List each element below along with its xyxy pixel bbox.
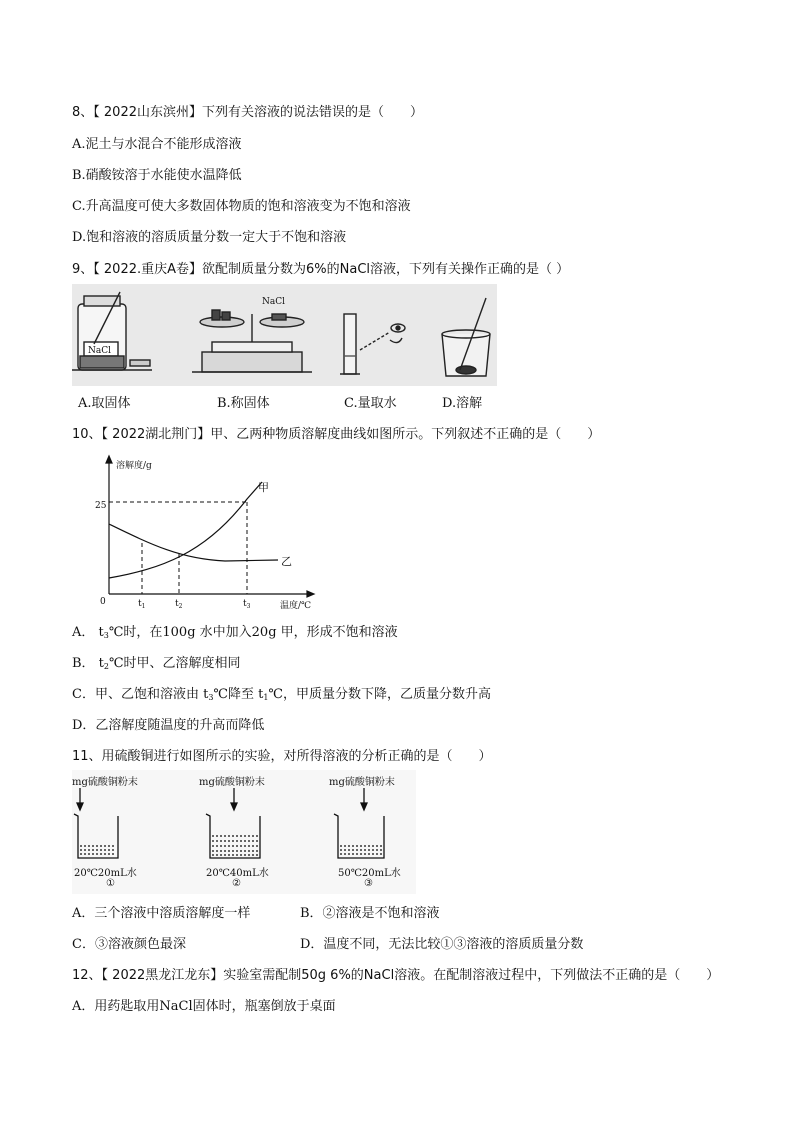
graph-t1: $t_1$ [138, 599, 146, 610]
beaker-2-bottom-label: 20℃40mL水 [206, 868, 269, 879]
q8-option-a: A.泥土与水混合不能形成溶液 [72, 137, 242, 152]
q11-beaker-figure [72, 770, 416, 894]
y-axis-arrow [106, 456, 112, 463]
q10-stem: 10、【 2022湖北荆门】甲、乙两种物质溶解度曲线如图所示。下列叙述不正确的是（ ） [72, 427, 601, 442]
q12-stem: 12、【 2022黑龙江龙东】实验室需配制50g 6%的NaCl溶液。在配制溶液过程中，下列做法不正确的是（ ） [72, 968, 720, 983]
beaker-1-number: ① [106, 878, 115, 889]
q11-option-d: D．温度不同，无法比较①③溶液的溶质质量分数 [300, 937, 584, 952]
beaker-3-bottom-label: 50℃20mL水 [338, 868, 401, 879]
graph-ytick-25: 25 [95, 501, 107, 511]
curve-jia [109, 482, 262, 578]
beaker-3-top-label: mg硫酸铜粉末 [329, 777, 395, 788]
q8-option-b: B.硝酸铵溶于水能使水温降低 [72, 168, 242, 183]
graph-origin: 0 [100, 597, 106, 607]
balance-label: NaCl [262, 297, 286, 307]
q8-option-c: C.升高温度可使大多数固体物质的饱和溶液变为不饱和溶液 [72, 199, 411, 214]
q11-stem: 11、用硫酸铜进行如图所示的实验，对所得溶液的分析正确的是（ ） [72, 749, 492, 764]
q11-option-b: B．②溶液是不饱和溶液 [300, 906, 440, 921]
curve-yi [109, 524, 278, 561]
graph-label-yi: 乙 [281, 555, 292, 568]
graph-ylabel: 溶解度/g [116, 461, 152, 471]
q9-option-a: A.取固体 [78, 396, 131, 411]
q10-option-c: C．甲、乙饱和溶液由 $t_3℃$降至 $t_1℃$，甲质量分数下降，乙质量分数升高 [72, 687, 491, 702]
q9-stem: 9、【 2022.重庆A卷】欲配制质量分数为6%的NaCl溶液，下列有关操作正确的是（ ） [72, 262, 570, 277]
q10-option-a: A． $t_3℃$时，在100g 水中加入20g 甲，形成不饱和溶液 [72, 625, 398, 640]
q9-apparatus-photo [72, 284, 497, 386]
q9-option-b: B.称固体 [217, 396, 270, 411]
beaker-3-number: ③ [364, 878, 373, 889]
q9-option-c: C.量取水 [344, 396, 397, 411]
beaker-2-number: ② [232, 878, 241, 889]
graph-t2: $t_2$ [175, 599, 183, 610]
q10-option-b: B． $t_2℃$时甲、乙溶解度相同 [72, 656, 241, 671]
x-axis-arrow [307, 591, 314, 597]
q9-option-d: D.溶解 [442, 396, 483, 411]
beaker-1-top-label: mg硫酸铜粉末 [72, 777, 138, 788]
solubility-graph [90, 454, 330, 612]
q12-option-a: A．用药匙取用NaCl固体时，瓶塞倒放于桌面 [72, 999, 336, 1014]
graph-t3: $t_3$ [243, 599, 251, 610]
beaker-1-bottom-label: 20℃20mL水 [74, 868, 137, 879]
q11-option-c: C．③溶液颜色最深 [72, 937, 186, 952]
beaker-2-top-label: mg硫酸铜粉末 [199, 777, 265, 788]
graph-xlabel: 温度/℃ [280, 601, 312, 611]
q8-option-d: D.饱和溶液的溶质质量分数一定大于不饱和溶液 [72, 230, 347, 245]
q8-stem: 8、【 2022山东滨州】下列有关溶液的说法错误的是（ ） [72, 105, 423, 120]
q11-option-a: A．三个溶液中溶质溶解度一样 [72, 906, 251, 921]
jar-label: NaCl [88, 346, 112, 356]
graph-label-jia: 甲 [258, 481, 269, 494]
q10-option-d: D．乙溶解度随温度的升高而降低 [72, 718, 265, 733]
